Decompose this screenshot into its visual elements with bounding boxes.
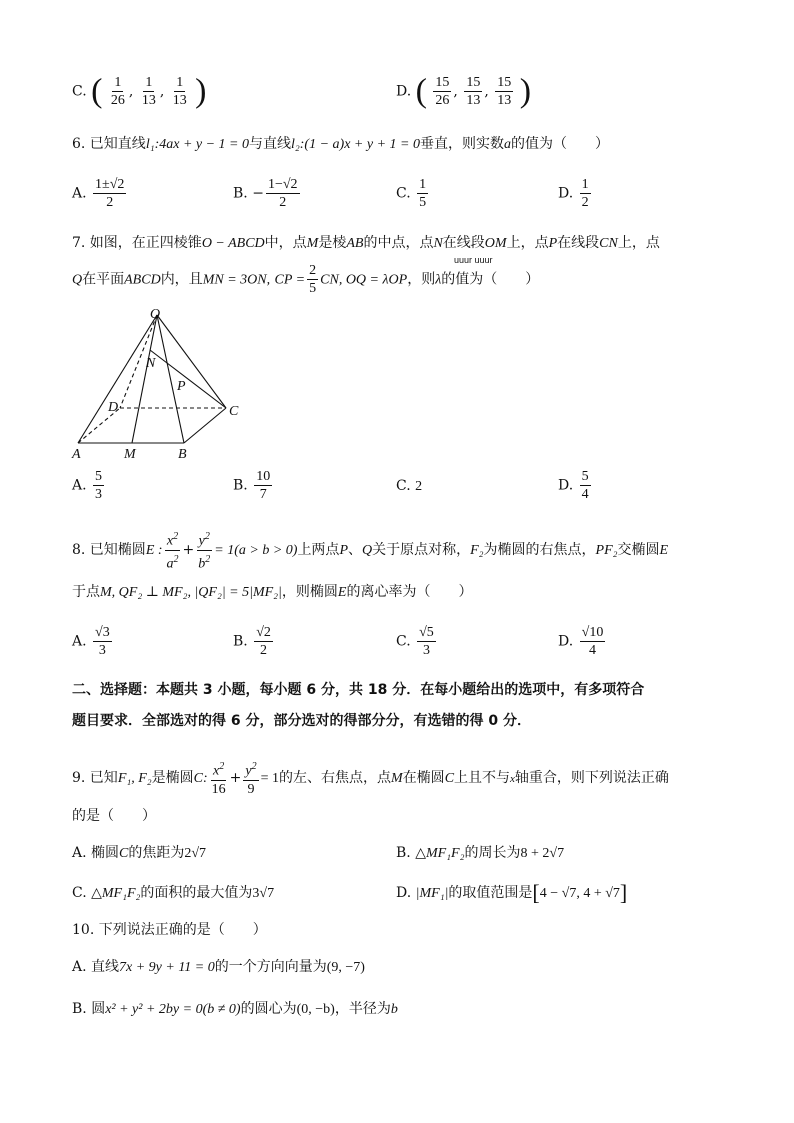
equals-one: = 1 xyxy=(260,770,280,786)
direction-vector: (9, −7) xyxy=(326,960,365,975)
q7-text: 在线段 xyxy=(557,235,600,251)
fraction xyxy=(140,74,158,109)
point-p: P xyxy=(548,236,558,251)
segment-nc xyxy=(150,350,226,408)
option-value: 2 xyxy=(415,479,423,494)
q8-option-a xyxy=(72,624,114,659)
label-b: B xyxy=(178,447,187,462)
q7-option-a xyxy=(72,468,106,503)
q6-text: 与直线 xyxy=(249,136,292,152)
q6-text: 的值为（ ） xyxy=(510,136,609,152)
q7-text: 中，点 xyxy=(264,235,307,251)
left-paren: ( xyxy=(415,72,427,110)
q8-text: 上两点 xyxy=(297,542,340,559)
q7-text: 上，点 xyxy=(506,235,549,251)
radius: b xyxy=(390,1002,398,1017)
denominator: 4 xyxy=(588,643,596,658)
denominator: 2 xyxy=(106,195,114,210)
section2-heading-line2: 题目要求．全部选对的得 6 分，部分选对的得部分分，有选错的得 0 分． xyxy=(72,713,531,729)
q8-text: 为椭圆的右焦点， xyxy=(483,542,596,559)
numerator: 15 xyxy=(435,75,450,90)
option-label: D. xyxy=(558,185,574,202)
q8-option-d xyxy=(558,624,607,659)
denominator: 7 xyxy=(259,487,267,502)
q9-option-b xyxy=(396,842,564,862)
option-label: C. xyxy=(396,633,411,650)
option-text: 的取值范围是 xyxy=(448,885,533,901)
fraction xyxy=(109,74,127,109)
q9-text: 在椭圆 xyxy=(402,769,445,786)
q10-stem: 10. 下列说法正确的是（ ） xyxy=(72,922,267,938)
option-value: 3√7 xyxy=(252,886,275,901)
segment-om: OM xyxy=(484,236,507,251)
option-label: B. xyxy=(233,185,248,202)
option-label: B. xyxy=(396,845,411,861)
vector-marks: uuur uuur xyxy=(454,255,493,265)
option-text: 的焦距为 xyxy=(128,845,185,861)
point-m: M xyxy=(306,236,319,251)
denominator: 5 xyxy=(309,281,317,296)
q5-option-c-label: C. xyxy=(72,83,87,100)
denominator: 2 xyxy=(279,195,287,210)
point-q: Q xyxy=(362,543,373,559)
q8-text: 关于原点对称， xyxy=(372,542,471,559)
label-c: C xyxy=(229,404,239,419)
q7-option-c xyxy=(396,478,422,495)
denominator: 2 xyxy=(581,195,589,210)
right-bracket: ] xyxy=(619,880,628,905)
q6-line2-eq: l₂:(1 − a)x + y + 1 = 0 xyxy=(291,137,420,152)
option-text: A. 直线 xyxy=(72,959,120,975)
denominator: 13 xyxy=(141,93,156,108)
q7-text: 的中点，点 xyxy=(363,235,434,251)
numerator: 15 xyxy=(497,75,512,90)
point-q: Q xyxy=(72,272,83,288)
q6-text: 垂直，则实数 xyxy=(419,136,504,152)
q6-line1-eq: l₁:4ax + y − 1 = 0 xyxy=(145,137,250,152)
circle-center: (0, −b) xyxy=(296,1002,335,1017)
fraction xyxy=(307,262,318,297)
denominator: 3 xyxy=(98,643,106,658)
numerator: 1−√2 xyxy=(267,177,298,192)
ellipse-condition: = 1(a > b > 0) xyxy=(214,543,298,559)
option-text: 的圆心为 xyxy=(240,1001,297,1017)
option-label: B. xyxy=(233,633,248,650)
ellipse-c: C xyxy=(119,846,129,861)
edge-ab: AB xyxy=(346,236,364,251)
fraction xyxy=(254,624,273,659)
denominator: 13 xyxy=(466,93,481,108)
fraction-y2-b2: $\frac{y^2}{b^2}$ xyxy=(196,528,212,572)
denominator: 26 xyxy=(435,93,450,108)
option-label: B. xyxy=(233,477,248,494)
q6-option-b xyxy=(233,176,302,211)
q6-option-a xyxy=(72,176,128,211)
option-label: C. xyxy=(396,478,411,494)
q7-text: 的值为（ ） xyxy=(441,271,540,288)
q9-text: 9. 已知 xyxy=(72,769,118,786)
fraction xyxy=(93,468,104,503)
fraction-x2-a2: $\frac{x^2}{a^2}$ xyxy=(165,528,181,572)
ellipse-e: E xyxy=(659,543,669,559)
q8-stem-line1: 8. 已知椭圆E : $\frac{x^2}{a^2}$ + $\frac{y^2}{b^2}$ = 1(a > b > 0)上两点P、Q关于原点对称，F₂为椭圆的右焦点，PF₂交椭圆E xyxy=(72,528,668,572)
q7-text: ，则 xyxy=(407,271,436,288)
denominator: 26 xyxy=(110,93,125,108)
option-value: 8 + 2√7 xyxy=(520,846,565,861)
fraction xyxy=(580,468,591,503)
fraction xyxy=(93,624,112,659)
option-label: C. xyxy=(396,185,411,202)
fraction xyxy=(171,74,189,109)
pyramid-name: O − ABCD xyxy=(201,236,265,251)
q10-option-b xyxy=(72,998,398,1018)
q7-text: 7. 如图，在正四棱锥 xyxy=(72,235,202,251)
plane-abcd: ABCD xyxy=(124,272,161,288)
q5-option-d: D. ( $\frac{15}{26}$ , $\frac{15}{13}$ , $\frac{15}{13}$ ) xyxy=(396,72,532,110)
fraction xyxy=(580,176,591,211)
q8-option-c xyxy=(396,624,438,659)
numerator: 5 xyxy=(95,469,103,484)
numerator: √10 xyxy=(581,625,604,640)
point-n: N xyxy=(433,236,443,251)
q8-text: 交椭圆 xyxy=(617,542,660,559)
fraction xyxy=(495,74,513,109)
q7-option-b xyxy=(233,468,274,503)
denominator: 3 xyxy=(422,643,430,658)
q6-option-d xyxy=(558,176,593,211)
denominator: 4 xyxy=(581,487,589,502)
circle-eq: x² + y² + 2by = 0(b ≠ 0) xyxy=(105,1002,241,1017)
q7-option-d xyxy=(558,468,593,503)
q6-stem xyxy=(72,134,609,155)
label-o: O xyxy=(150,307,161,322)
q7-text: 上，点 xyxy=(617,235,660,251)
q7-text: 内，且 xyxy=(160,271,203,288)
fraction-x2-16: $\frac{x^2}{16}$ xyxy=(210,758,228,798)
q8-text: ，则椭圆 xyxy=(281,584,338,600)
numerator: √5 xyxy=(419,625,434,640)
option-label: A. xyxy=(72,633,87,650)
pyramid-figure xyxy=(66,300,256,462)
numerator: √2 xyxy=(256,625,271,640)
vector-eq: CN, OQ = λOP xyxy=(320,272,408,288)
numerator: 5 xyxy=(581,469,589,484)
ellipse-e: E xyxy=(337,585,347,600)
numerator: 1 xyxy=(145,75,153,90)
q8-option-b xyxy=(233,624,275,659)
option-label: A. xyxy=(72,477,87,494)
fraction xyxy=(254,468,272,503)
point-m: M xyxy=(391,770,403,786)
right-paren: ) xyxy=(519,72,532,110)
cp-eq: CP = xyxy=(274,272,306,288)
q5-option-c: C. ( $\frac{1}{26}$ , $\frac{1}{13}$ , $\frac{1}{13}$ ) xyxy=(72,72,207,110)
focus-f2: F₂ xyxy=(470,543,484,559)
label-p: P xyxy=(177,379,186,394)
right-paren: ) xyxy=(195,72,207,110)
q9-option-a xyxy=(72,842,206,862)
q7-text: 在线段 xyxy=(442,235,485,251)
option-text: ，半径为 xyxy=(334,1001,391,1017)
option-text: B. 圆 xyxy=(72,1001,106,1017)
q8-text: 于点 xyxy=(72,584,100,600)
numerator: 1 xyxy=(419,177,427,192)
section2-heading-line1: 二、选择题：本题共 3 小题，每小题 6 分，共 18 分．在每小题给出的选项中，有多项符合 xyxy=(72,682,645,698)
q7-stem-line2 xyxy=(72,262,539,297)
lambda: λ xyxy=(435,272,442,288)
fraction xyxy=(93,176,126,211)
q7-text: 是棱 xyxy=(318,235,347,251)
ellipse-c: C xyxy=(444,770,455,786)
q10-option-a xyxy=(72,956,365,976)
q9-stem-line2: 的是（ ） xyxy=(72,808,156,824)
q7-stem-line1 xyxy=(72,233,660,254)
fraction xyxy=(266,176,300,211)
numerator: 15 xyxy=(466,75,481,90)
fraction xyxy=(417,176,428,211)
q8-text: 的离心率为（ ） xyxy=(346,584,473,600)
numerator: 10 xyxy=(256,469,271,484)
fraction xyxy=(417,624,436,659)
line-eq: 7x + 9y + 11 = 0 xyxy=(119,960,215,975)
triangle: △MF₁F₂ xyxy=(91,886,141,901)
triangle: △MF₁F₂ xyxy=(415,846,465,861)
point-p: P xyxy=(339,543,348,559)
option-label: D. xyxy=(558,477,574,494)
q5-option-d-label: D. xyxy=(396,83,412,100)
numerator: 1 xyxy=(581,177,589,192)
q9-stem-line1: 9. 已知F₁, F₂是椭圆C: $\frac{x^2}{16}$ + $\frac{y^2}{9}$ = 1的左、右焦点，点M在椭圆C上且不与x轴重合，则下列说法正确 xyxy=(72,758,669,798)
q6-variable: a xyxy=(503,137,511,152)
label-a: A xyxy=(72,447,81,462)
option-label: C. xyxy=(72,885,87,901)
mn-eq: MN = 3ON, xyxy=(202,272,271,288)
numerator: √3 xyxy=(95,625,110,640)
minus-sign: − xyxy=(252,185,264,202)
option-text: 的面积的最大值为 xyxy=(140,885,253,901)
option-label: D. xyxy=(558,633,574,650)
q9-option-c xyxy=(72,882,274,902)
denominator: 13 xyxy=(497,93,512,108)
option-text: 的周长为 xyxy=(464,845,521,861)
q7-text: 在平面 xyxy=(82,271,125,288)
q6-text: 6. 已知直线 xyxy=(72,136,146,152)
segment-pf2: PF₂ xyxy=(595,543,618,559)
denominator: 5 xyxy=(419,195,427,210)
numerator: 1 xyxy=(176,75,184,90)
option-label: D. xyxy=(396,885,412,901)
edge-oa xyxy=(78,315,157,443)
q9-text: 是椭圆 xyxy=(151,769,194,786)
option-text: A. 椭圆 xyxy=(72,845,120,861)
numerator: 2 xyxy=(309,263,317,278)
ellipse-name: E : xyxy=(145,543,163,559)
fraction xyxy=(464,74,482,109)
option-label: A. xyxy=(72,185,87,202)
denominator: 3 xyxy=(95,487,103,502)
numerator: 1 xyxy=(114,75,122,90)
left-bracket: [ xyxy=(532,880,540,905)
segment-om xyxy=(132,315,157,443)
label-n: N xyxy=(146,356,156,371)
q9-text: 上且不与 xyxy=(454,769,511,786)
q8-stem-line2 xyxy=(72,582,472,603)
q8-text: 8. 已知椭圆 xyxy=(72,542,146,559)
numerator: 1±√2 xyxy=(95,177,125,192)
option-text: 的一个方向向量为 xyxy=(214,959,327,975)
segment-cn: CN xyxy=(599,236,618,251)
q9-text: 的左、右焦点，点 xyxy=(279,769,392,786)
fraction-y2-9: $\frac{y^2}{9}$ xyxy=(243,758,258,798)
denominator: 2 xyxy=(260,643,268,658)
option-value: 4 − √7, 4 + √7 xyxy=(539,886,620,901)
fraction xyxy=(433,74,451,109)
x-axis: x xyxy=(510,772,515,785)
q9-text: 轴重合，则下列说法正确 xyxy=(514,769,669,786)
q6-option-c xyxy=(396,176,430,211)
q8-conditions: M, QF₂ ⊥ MF₂, |QF₂| = 5|MF₂| xyxy=(100,585,282,600)
left-paren: ( xyxy=(91,72,103,110)
denominator: 13 xyxy=(172,93,187,108)
label-d: D xyxy=(108,400,119,415)
edge-bc xyxy=(184,408,226,443)
label-m: M xyxy=(124,447,136,462)
distance-mf1: |MF₁| xyxy=(415,886,449,901)
q8-text: 、 xyxy=(348,542,362,559)
ellipse-c: C: xyxy=(193,770,208,786)
q9-option-d xyxy=(396,880,627,906)
foci: F₁, F₂ xyxy=(117,770,152,786)
fraction xyxy=(580,624,606,659)
option-value: 2√7 xyxy=(184,846,207,861)
